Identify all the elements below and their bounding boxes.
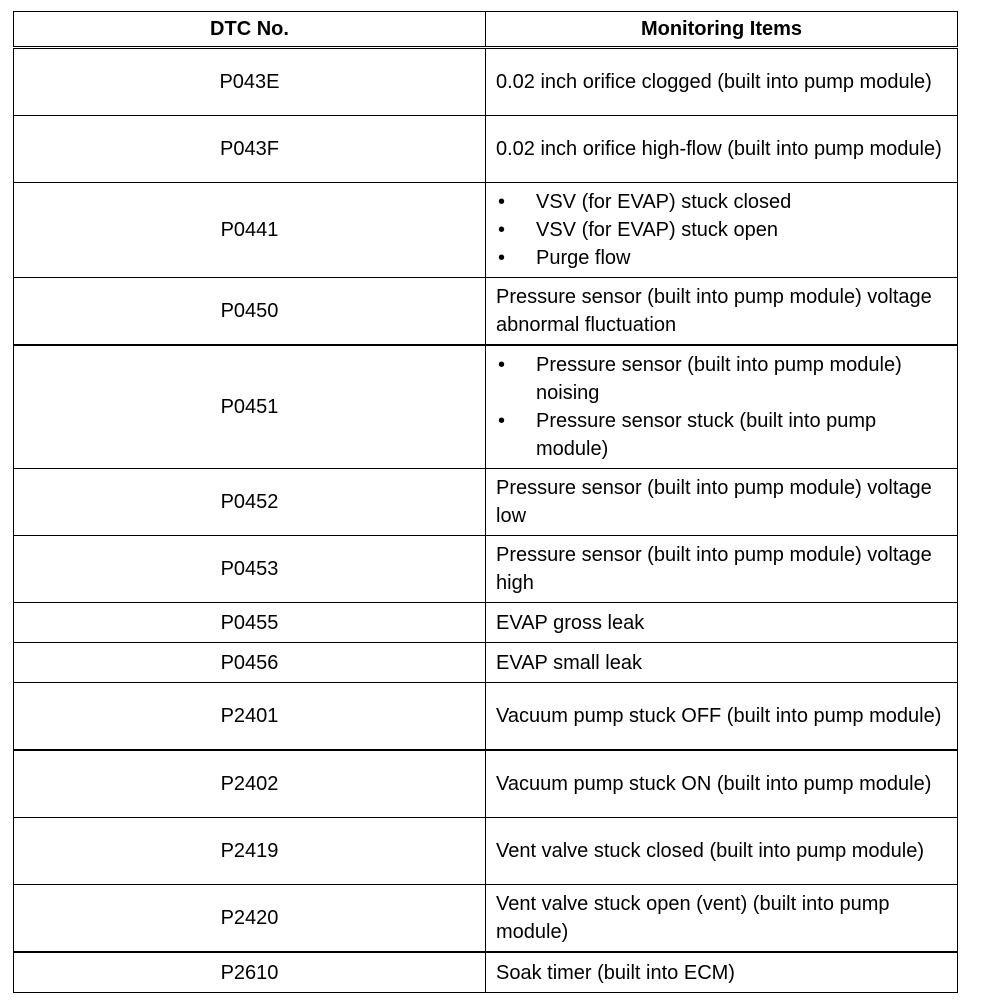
bullet-item — [496, 216, 947, 244]
bullet-text: Purge flow — [536, 247, 631, 269]
monitoring-item: EVAP gross leak — [486, 603, 958, 643]
dtc-code: P043E — [14, 48, 486, 116]
monitoring-item-list — [486, 345, 958, 469]
bullet-item — [496, 188, 947, 216]
monitoring-item: EVAP small leak — [486, 643, 958, 683]
monitoring-item: 0.02 inch orifice high-flow (built into pump module) — [486, 116, 958, 183]
bullet-text: Pressure sensor stuck (built into pump module) — [536, 410, 877, 460]
table-row — [14, 116, 958, 183]
monitoring-item: Soak timer (built into ECM) — [486, 952, 958, 993]
dtc-code: P0453 — [14, 536, 486, 603]
dtc-code: P0452 — [14, 469, 486, 536]
dtc-code: P0451 — [14, 345, 486, 469]
table-row — [14, 345, 958, 469]
dtc-code: P2610 — [14, 952, 486, 993]
header-dtc-no: DTC No. — [14, 12, 486, 48]
dtc-code: P2402 — [14, 750, 486, 818]
bullet-item — [496, 244, 947, 272]
dtc-code: P0456 — [14, 643, 486, 683]
bullet-icon: • — [498, 354, 506, 376]
bullet-icon: • — [498, 191, 506, 213]
dtc-code: P2419 — [14, 818, 486, 885]
monitoring-item-list — [486, 183, 958, 278]
monitoring-item: Vacuum pump stuck ON (built into pump module) — [486, 750, 958, 818]
bullet-icon: • — [498, 247, 506, 269]
bullet-text: Pressure sensor (built into pump module) noising — [536, 354, 902, 404]
table-row — [14, 885, 958, 953]
table-row — [14, 536, 958, 603]
dtc-monitoring-table — [13, 11, 958, 993]
table-row — [14, 48, 958, 116]
table-row — [14, 683, 958, 751]
monitoring-item: Vent valve stuck open (vent) (built into pump module) — [486, 885, 958, 953]
bullet-icon: • — [498, 410, 506, 432]
dtc-code: P0455 — [14, 603, 486, 643]
bullet-text: VSV (for EVAP) stuck open — [536, 219, 778, 241]
bullet-icon: • — [498, 219, 506, 241]
header-monitoring-items: Monitoring Items — [486, 12, 958, 48]
dtc-code: P043F — [14, 116, 486, 183]
monitoring-item: Pressure sensor (built into pump module) voltage abnormal fluctuation — [486, 278, 958, 346]
bullet-item — [496, 407, 947, 463]
table-row — [14, 469, 958, 536]
table-row — [14, 278, 958, 346]
dtc-code: P0450 — [14, 278, 486, 346]
dtc-code: P2420 — [14, 885, 486, 953]
table-row — [14, 952, 958, 993]
table-row — [14, 643, 958, 683]
dtc-code: P2401 — [14, 683, 486, 751]
monitoring-item: Vent valve stuck closed (built into pump module) — [486, 818, 958, 885]
monitoring-item: Pressure sensor (built into pump module) voltage high — [486, 536, 958, 603]
table-row — [14, 183, 958, 278]
table-row — [14, 603, 958, 643]
dtc-code: P0441 — [14, 183, 486, 278]
bullet-text: VSV (for EVAP) stuck closed — [536, 191, 792, 213]
bullet-item — [496, 351, 947, 407]
table-row — [14, 750, 958, 818]
table-row — [14, 818, 958, 885]
monitoring-item: Vacuum pump stuck OFF (built into pump module) — [486, 683, 958, 751]
monitoring-item: Pressure sensor (built into pump module) voltage low — [486, 469, 958, 536]
monitoring-item: 0.02 inch orifice clogged (built into pump module) — [486, 48, 958, 116]
table-header-row — [14, 12, 958, 48]
